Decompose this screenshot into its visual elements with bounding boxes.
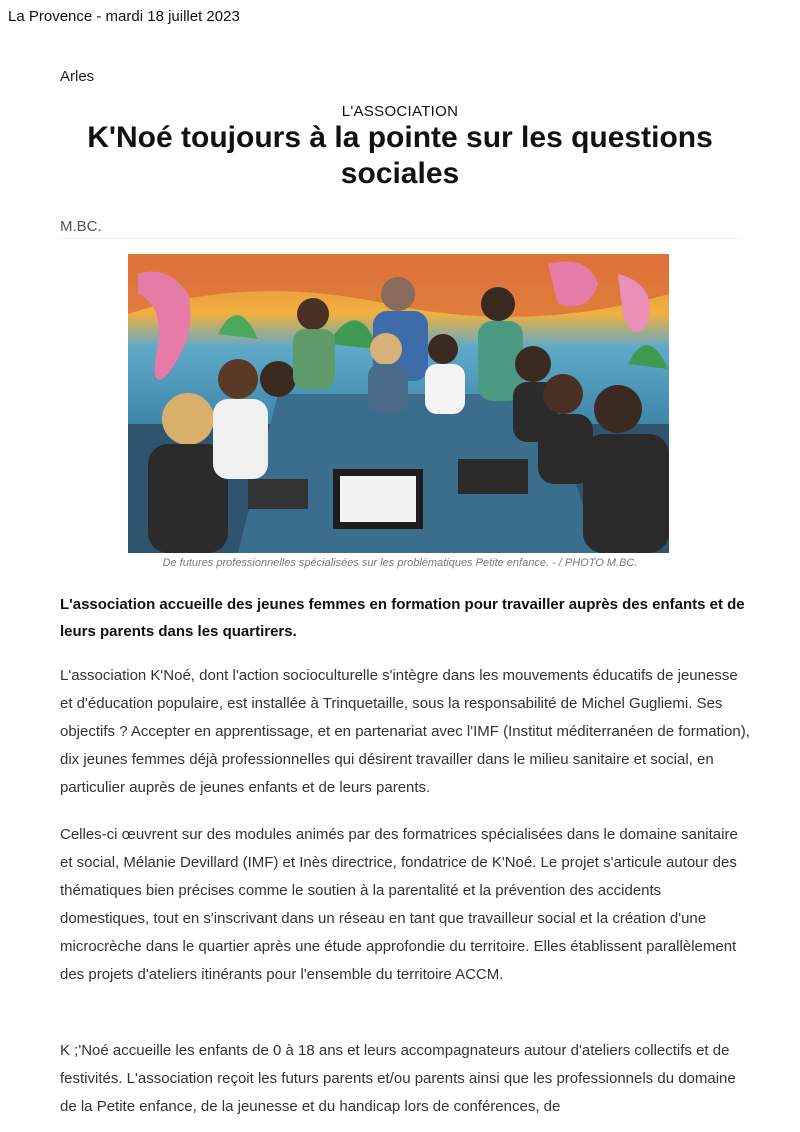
article-lead: L'association accueille des jeunes femmes en formation pour travailler auprès des enfants et de leurs parents dans les quartirers.	[60, 596, 745, 640]
article-kicker: L'ASSOCIATION	[341, 103, 459, 120]
divider	[60, 238, 740, 239]
photo-caption: De futures professionnelles spécialisées sur les problématiques Petite enfance. - / PHOTO M.BC.	[162, 557, 638, 569]
article-paragraph: Celles-ci œuvrent sur des modules animés par des formatrices spécialisées dans le domaine sanitaire et social, Mélanie Devillard (IMF) et Inès directrice, fondatrice de K'Noé. Le projet s'articule autour des thématiques bien précises comme le soutien à la parentalité et la prévention des accidents domestiques, tout en s'inscrivant dans un réseau en tant que travailleur social et la création d'une microcrèche dans le quartier après une étude approfondie du territoire. Elles établissent parallèlement des projets d'ateliers itinérants pour l'ensemble du territoire ACCM.	[60, 826, 738, 983]
group-photo-illustration	[128, 254, 669, 553]
article-paragraph: K ;'Noé accueille les enfants de 0 à 18 ans et leurs accompagnateurs autour d'ateliers collectifs et de festivités. L'association reçoit les futurs parents et/ou parents ainsi que les professionnels du domaine de la Petite enfance, de la jeunesse et du handicap lors de conférences, de	[60, 1042, 736, 1115]
newspaper-masthead: La Provence - mardi 18 juillet 2023	[8, 8, 240, 25]
article-title: K'Noé toujours à la pointe sur les questions sociales	[87, 121, 713, 190]
article-paragraph: L'association K'Noé, dont l'action socioculturelle s'intègre dans les mouvements éducatifs de jeunesse et d'éducation populaire, est installée à Trinquetaille, sous la responsabilité de Michel Gugliemi. Ses objectifs ? Accepter en apprentissage, et en partenariat avec l'IMF (Institut méditerranéen de formation), dix jeunes femmes déjà professionnelles qui désirent travailler dans le milieu sanitaire et social, en particulier auprès de jeunes enfants et de leurs parents.	[60, 667, 750, 796]
article-photo	[128, 254, 669, 553]
article-author: M.BC.	[60, 218, 102, 235]
section-label: Arles	[60, 68, 95, 85]
